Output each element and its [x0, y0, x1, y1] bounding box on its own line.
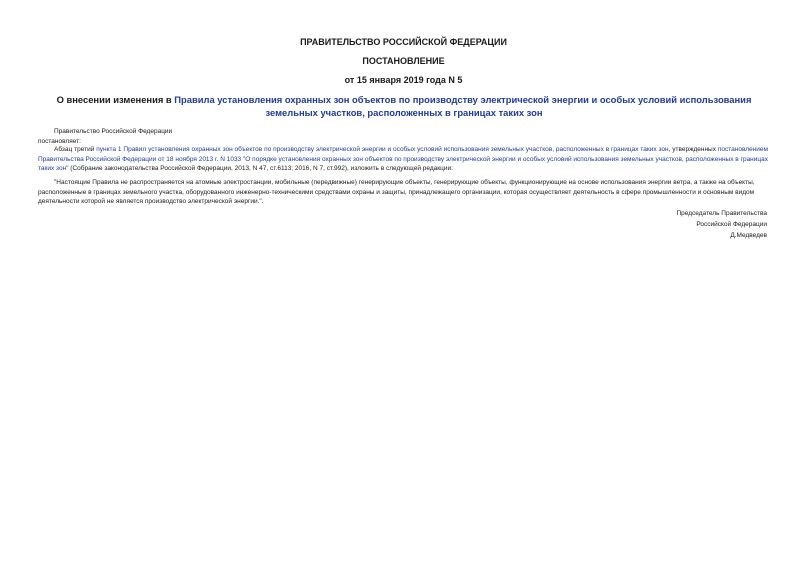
resolution-link[interactable]: постановлением Правительства Российской Федерации от 18 ноября 2013 г. N 1033 "О порядке установления охранных зон объектов по производству электрической энергии и особых условий использования земельных участков, расположенных в границах таких зон" [38, 146, 768, 172]
body-paragraph-decrees: постановляет: [38, 138, 81, 145]
signature-organization: Российской Федерации [696, 221, 767, 228]
title-prefix: О внесении изменения в [56, 94, 175, 105]
rules-clause-link[interactable]: пункта 1 Правил установления охранных зон объектов по производству электрической энергии и особых условий использования земельных участков, расположенных в границах таких зон [96, 146, 669, 153]
document-date: от 15 января 2019 года N 5 [344, 75, 463, 85]
body-paragraph-government: Правительство Российской Федерации [54, 128, 173, 135]
body-paragraph-amendment [38, 145, 768, 174]
amendment-text-b: , утвержденных [668, 146, 718, 153]
title-link[interactable]: Правила установления охранных зон объектов по производству электрической энергии и особых условий использования земельных участков, расположенных в границах таких зон [174, 94, 752, 118]
document-title [44, 94, 764, 119]
amendment-text-a: Абзац третий [54, 146, 97, 153]
body-paragraph-new-text: "Настоящие Правила не распространяется на атомные электростанции, мобильные (передвижные) генерирующие объекты, генерирующие объекты, функционирующие на основе использования энергии ветра, а также на объекты, расположенные в границах земельного участка, оборудованного инженерно-техническими средствами охраны и защиты, принадлежащего организации, которая осуществляет деятельность в сфере промышленности и основным видом деятельности которой не является производство электрической энергии.". [38, 179, 755, 205]
amendment-text-c: (Собрание законодательства Российской Федерации, 2013, N 47, ст.6113; 2016, N 7, ст.992), изложить в следующей редакции: [68, 165, 453, 172]
signature-name: Д.Медведев [730, 232, 767, 239]
issuing-authority: ПРАВИТЕЛЬСТВО РОССИЙСКОЙ ФЕДЕРАЦИИ [300, 37, 507, 47]
signature-title: Председатель Правительства [676, 210, 767, 217]
document-type: ПОСТАНОВЛЕНИЕ [362, 56, 445, 66]
